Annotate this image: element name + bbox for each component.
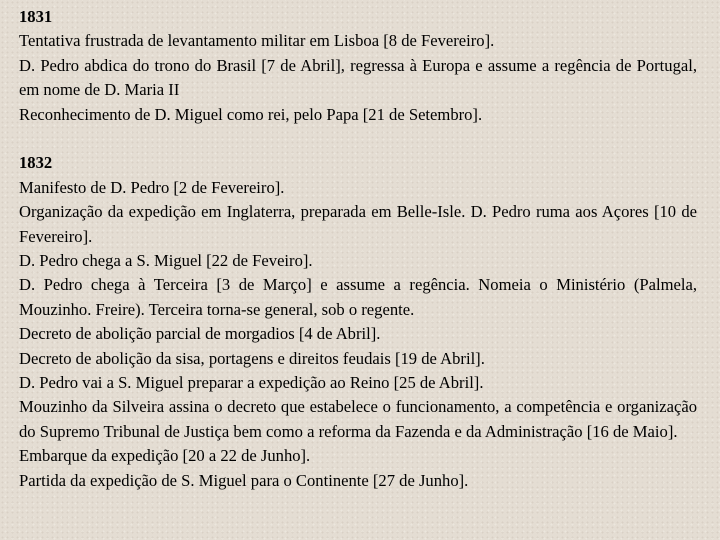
timeline-entry: Embarque da expedição [20 a 22 de Junho]. <box>19 446 311 466</box>
timeline-entry: Decreto de abolição parcial de morgadios [4 de Abril]. <box>19 324 381 344</box>
timeline-entry: Decreto de abolição da sisa, portagens e direitos feudais [19 de Abril]. <box>19 348 485 368</box>
timeline-entry: D. Pedro chega a S. Miguel [22 de Feveiro]. <box>19 251 313 271</box>
section-1831 <box>19 5 697 127</box>
timeline-entry: Manifesto de D. Pedro [2 de Fevereiro]. <box>19 177 285 197</box>
timeline-entry: D. Pedro chega à Terceira [3 de Março] e assume a regência. Nomeia o Ministério (Palmela, Mouzinho. Freire). Terceira torna-se general, sob o regente. <box>19 275 697 319</box>
timeline-entry: D. Pedro vai a S. Miguel preparar a expedição ao Reino [25 de Abril]. <box>19 373 484 393</box>
timeline-entry: D. Pedro abdica do trono do Brasil [7 de Abril], regressa à Europa e assume a regência de Portugal, em nome de D. Maria II <box>19 55 697 100</box>
timeline-entry: Organização da expedição em Inglaterra, preparada em Belle-Isle. D. Pedro ruma aos Açores [10 de Fevereiro]. <box>19 202 697 246</box>
timeline-entry: Reconhecimento de D. Miguel como rei, pelo Papa [21 de Setembro]. <box>19 104 483 124</box>
section-1832 <box>19 151 697 493</box>
section-spacer <box>19 127 697 151</box>
timeline-entry: Partida da expedição de S. Miguel para o Continente [27 de Junho]. <box>19 470 469 490</box>
timeline-entry: Tentativa frustrada de levantamento militar em Lisboa [8 de Fevereiro]. <box>19 31 495 51</box>
year-heading: 1831 <box>19 7 53 26</box>
timeline-document <box>19 5 697 493</box>
year-heading: 1832 <box>19 153 53 173</box>
timeline-entry: Mouzinho da Silveira assina o decreto que estabelece o funcionamento, a competência e organização do Supremo Tribunal de Justiça bem como a reforma da Fazenda e da Administração [16 de Maio]. <box>19 397 697 441</box>
